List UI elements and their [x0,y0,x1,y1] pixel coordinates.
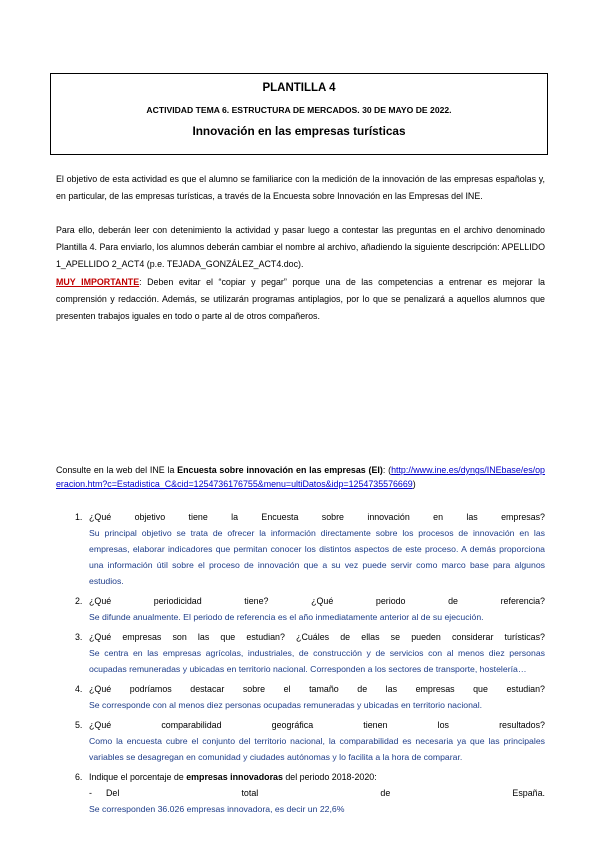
warning-text: : Deben evitar el “copiar y pegar” porque una de las competencias a entrenar es mejorar la comprensión y redacción. Además, se utilizarán programas antiplagios, por lo que se penalizará a aquellos alumnos que presenten trabajos iguales en todo o parte al de otros compañeros. [56,277,545,322]
consult-open-paren: ( [388,465,392,475]
ine-survey-link[interactable]: http://www.ine.es/dyngs/INEbase/es/operacion.htm?c=Estadistica_C&cid=1254736176755&menu=ultiDatos&idp=1254735576669 [56,465,545,489]
question-item [56,717,545,765]
survey-name: Encuesta sobre innovación en las empresas (EI) [177,465,383,475]
question-item-6 [56,769,545,817]
answer-text: Se corresponde con al menos diez personas ocupadas remuneradas y ubicadas en territorio nacional. [89,700,483,710]
activity-subtitle: ACTIVIDAD TEMA 6. ESTRUCTURA DE MERCADOS. 30 DE MAYO DE 2022. [146,105,452,115]
intro-paragraph-objective: El objetivo de esta actividad es que el alumno se familiarice con la medición de la innovación de las empresas españolas y, en particular, de las empresas turísticas, a través de la Encuesta sobre Innovación en las Empresas del INE. [56,174,545,202]
q6-bold: empresas innovadoras [186,772,283,782]
consult-paragraph [56,463,545,491]
sub-question-text: Del total de España. [106,788,545,798]
activity-topic: Innovación en las empresas turísticas [192,124,406,138]
answer-text: Su principal objetivo se trata de ofrecer la información directamente sobre los procesos de innovación en las empresas, elaborar indicadores que permitan conocer los distintos aspectos de este proceso. A demás proporciona una información útil sobre el proceso de innovación que a su vez puede servir como marco base para algunos estudios. [89,528,545,586]
consult-prefix: Consulte en la web del INE la [56,465,178,475]
question-text: ¿Qué periodicidad tiene? ¿Qué periodo de referencia? [89,596,545,606]
q6-suffix: del periodo 2018-2020: [282,772,377,782]
question-item [56,593,545,625]
question-text: ¿Qué objetivo tiene la Encuesta sobre innovación en las empresas? [89,512,545,522]
warning-label: MUY IMPORTANTE [56,277,140,287]
question-item [56,629,545,677]
question-text: ¿Qué podríamos destacar sobre el tamaño de las empresas que estudian? [89,684,545,694]
question-number: 6. [75,772,83,782]
sub-question-dash: - [89,788,92,798]
questions-list [56,509,545,821]
question-text: ¿Qué empresas son las que estudian? ¿Cuáles de ellas se pueden considerar turísticas? [89,632,545,642]
question-text [89,769,545,785]
consult-close-paren: ) [412,479,416,489]
page-title: PLANTILLA 4 [262,82,336,94]
question-item [56,681,545,713]
question-number: 4. [75,684,83,694]
intro-paragraph-instructions: Para ello, deberán leer con detenimiento la actividad y pasar luego a contestar las preguntas en el archivo denominado Plantilla 4. Para enviarlo, los alumnos deberán cambiar el nombre al archivo, añadiendo la siguiente descripción: APELLIDO 1_APELLIDO 2_ACT4 (p.e. TEJADA_GONZÁLEZ_ACT4.doc). [56,225,545,270]
question-number: 5. [75,720,83,730]
intro-paragraph-warning [56,274,545,326]
question-text: ¿Qué comparabilidad geográfica tienen los resultados? [89,720,545,730]
header-box [50,73,548,155]
answer-text: Se difunde anualmente. El periodo de referencia es el año inmediatamente anterior al de su ejecución. [89,612,484,622]
question-number: 1. [75,512,83,522]
answer-text: Como la encuesta cubre el conjunto del territorio nacional, la comparabilidad es necesaria ya que las principales variables se desagregan en comunidad y ciudades autónomas y lo facilita a la hora de comparar. [89,736,545,762]
question-number: 2. [75,596,83,606]
question-number: 3. [75,632,83,642]
sub-question-item [89,785,545,801]
consult-colon: : [382,465,386,475]
answer-text: Se corresponden 36.026 empresas innovadora, es decir un 22,6% [89,804,345,814]
question-item [56,509,545,589]
answer-text: Se centra en las empresas agrícolas, industriales, de construcción y de servicios con al menos diez personas ocupadas remuneradas y ubicadas en territorio nacional. Corresponden a los sectores de transporte, hostelería… [89,648,545,674]
q6-prefix: Indique el porcentaje de [89,772,187,782]
